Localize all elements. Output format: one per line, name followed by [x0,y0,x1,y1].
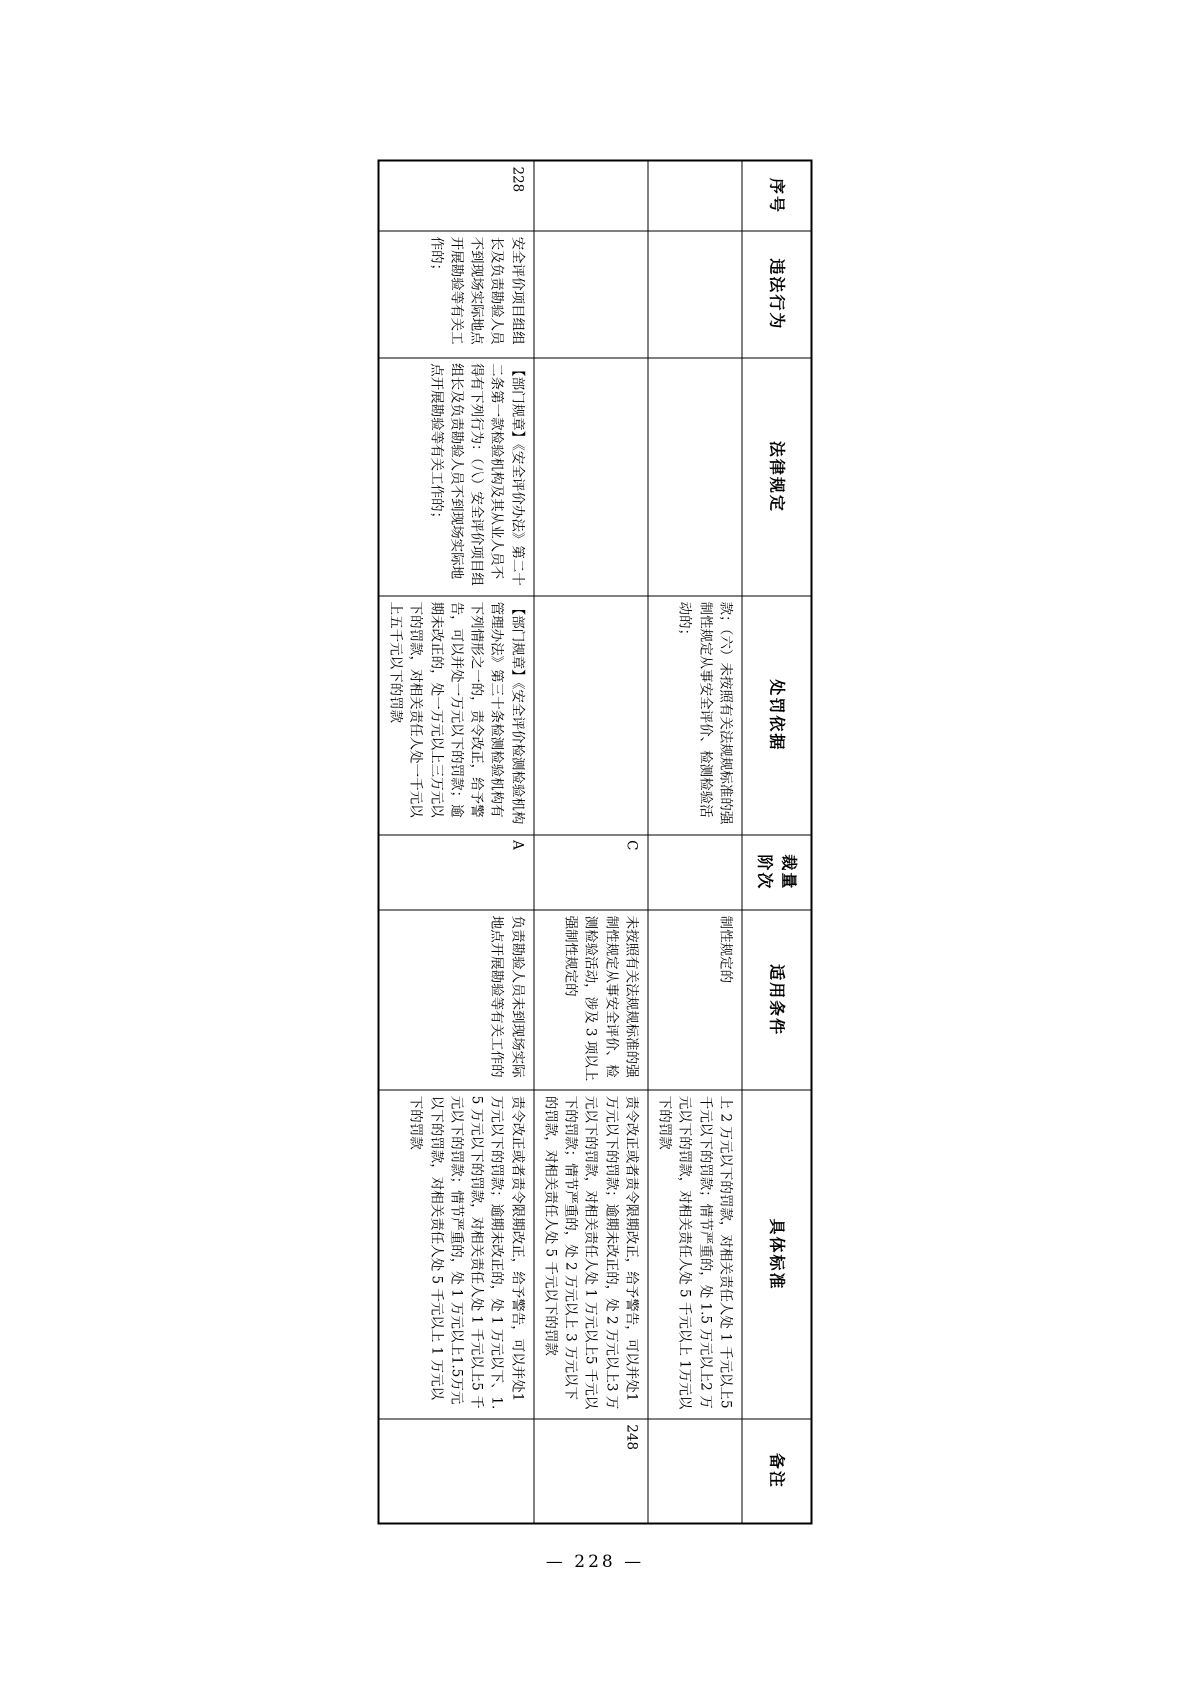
cell-level: C [534,835,648,910]
table-row [534,161,648,1524]
table-row [648,161,742,1524]
cell-standard: 责令改正或者责令限期改正，给予警告，可以并处1 万元以下的罚款；逾期未改正的，处 1 万元以下、1.5 万元以下的罚款，对相关责任人处 1 千元以上5 千元以下的罚款；情节严重的，处 1 万元以上1.5万元以下的罚款，对相关责任人处 5 千元以上 1 万元以下的罚款 [379,1090,534,1419]
cell-note: 248 [534,1419,648,1524]
column-header-level-line1: 裁量 [779,854,799,891]
column-header-standard: 具体标准 [742,1090,812,1419]
cell-standard: 责令改正或者责令限期改正，给予警告，可以并处1 万元以下的罚款；逾期未改正的，处 2 万元以上3 万元以下的罚款，对相关责任人处 1 万元以上5 千元以下的罚款；情节严重的，处 2 万元以上 3 万元以下的罚款，对相关责任人处 5 千元以下的罚款 [534,1090,648,1419]
cell-law [648,358,742,597]
column-header-act: 违法行为 [742,231,812,358]
cell-basis: 【部门规章】《安全评价检测检验机构管理办法》第三十条检测检验机构有下列情形之一的，责令改正，给予警告，可以并处一万元以下的罚款；逾期未改正的，处一万元以上三万元以下的罚款，对相关责任人处一千元以上五千元以下的罚款 [379,596,534,835]
cell-basis [534,596,648,835]
column-header-law: 法律规定 [742,358,812,597]
cell-note [648,1419,742,1524]
column-header-seq: 序号 [742,161,812,232]
cell-law: 【部门规章】《安全评价办法》第二十二条第一款检验机构及其从业人员不得有下列行为：（八）安全评价项目组组长及负责勘验人员不到现场实际地点开展勘验等有关工作的； [379,358,534,597]
cell-level: A [379,835,534,910]
cell-act: 安全评价项目组组长及负责勘验人员不到现场实际地点开展勘验等有关工作的； [379,231,534,358]
table-row [379,161,534,1524]
cell-law [534,358,648,597]
cell-act [648,231,742,358]
column-header-note: 备注 [742,1419,812,1524]
penalty-discretion-table [378,160,813,1525]
cell-seq [534,161,648,232]
cell-condition: 未按照有关法规规标准的强制性规定从事安全评价、检测检验活动，涉及 3 项以上强制性规定的 [534,910,648,1090]
column-header-condition: 适用条件 [742,910,812,1090]
cell-level [648,835,742,910]
cell-note [379,1419,534,1524]
page-number: — 228 — [545,1552,645,1572]
cell-basis: 款；（六）未按照有关法规规标准的强制性规定从事安全评价、检测检验活动的； [648,596,742,835]
column-header-level-line2: 阶次 [755,854,775,891]
table-header-row [742,161,812,1524]
cell-seq: 228 [379,161,534,232]
cell-standard: 上 2 万元以下的罚款，对相关责任人处 1 千元以上5 千元以下的罚款；情节严重的，处 1.5 万元以上2 万元以下的罚款，对相关责任人处 5 千元以上 1万元以下的罚款 [648,1090,742,1419]
cell-condition: 制性规定的 [648,910,742,1090]
cell-seq [648,161,742,232]
rotated-table-container [378,160,813,1525]
column-header-level [742,835,812,910]
column-header-basis: 处罚依据 [742,596,812,835]
cell-condition: 负责勘验人员未到现场实际地点开展勘验等有关工作的 [379,910,534,1090]
cell-act [534,231,648,358]
